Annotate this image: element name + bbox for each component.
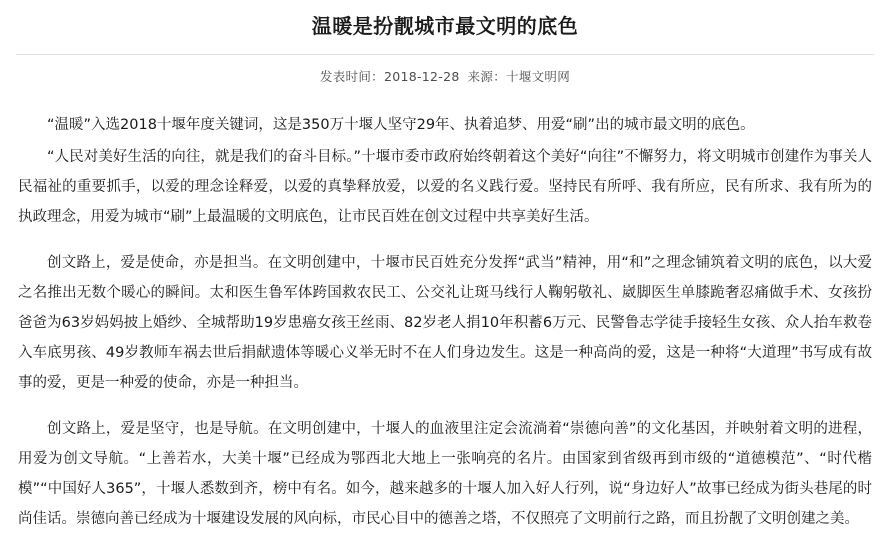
article-paragraph: 创文路上，爱是使命，亦是担当。在文明创建中，十堰市民百姓充分发挥“武当”精神，用“和”之理念铺筑着文明的底色，以大爱之名推出无数个暖心的瞬间。太和医生鲁军体跨国救农民工、公交礼让斑马线行人鞠躬敬礼、崴脚医生单膝跪奢忍痛做手术、女孩扮爸爸为63岁妈妈披上婚纱、全城帮助19岁患癌女孩王丝雨、82岁老人捐10年积蓄6万元、民警鲁志学徒手接轻生女孩、众人抬车救卷入车底男孩、49岁教师车祸去世后捐献遗体等暖心义举无时不在人们身边发生。这是一种高尚的爱，这是一种将“大道理”书写成有故事的爱，更是一种爱的使命，亦是一种担当。	[18, 255, 872, 391]
publish-date: 2018-12-28	[383, 69, 460, 84]
page-title: 温暖是扮靓城市最文明的底色	[311, 14, 579, 38]
source-label: 来源：	[467, 69, 507, 84]
source-name: 十堰文明网	[506, 69, 571, 84]
title-divider	[16, 54, 874, 55]
article-body	[18, 110, 872, 534]
article-paragraph: “温暖”入选2018十堰年度关键词，这是350万十堰人坚守29年、执着追梦、用爱“刷”出的城市最文明的底色。	[47, 117, 755, 133]
article-paragraph: “人民对美好生活的向往，就是我们的奋斗目标。”十堰市委市政府始终朝着这个美好“向往”不懈努力，将文明城市创建作为事关人民福祉的重要抓手，以爱的理念诠释爱，以爱的真挚释放爱，以爱的名义践行爱。坚持民有所呼、我有所应，民有所求、我有所为的执政理念，用爱为城市“刷”上最温暖的文明底色，让市民百姓在创文过程中共享美好生活。	[18, 149, 872, 225]
article-paragraph: 创文路上，爱是坚守，也是导航。在文明创建中，十堰人的血液里注定会流淌着“崇德向善”的文化基因，并映射着文明的进程，用爱为创文导航。“上善若水，大美十堰”已经成为鄂西北大地上一张响亮的名片。由国家到省级再到市级的“道德模范”、“时代楷模”“中国好人365”，十堰人悉数到齐，榜中有名。如今，越来越多的十堰人加入好人行列，说“身边好人”故事已经成为街头巷尾的时尚佳话。崇德向善已经成为十堰建设发展的风向标，市民心目中的德善之塔，不仅照亮了文明前行之路，而且扮靓了文明创建之美。	[18, 421, 872, 527]
article-page	[0, 12, 890, 555]
publish-time-label: 发表时间：	[319, 69, 384, 84]
article-meta	[0, 68, 890, 86]
